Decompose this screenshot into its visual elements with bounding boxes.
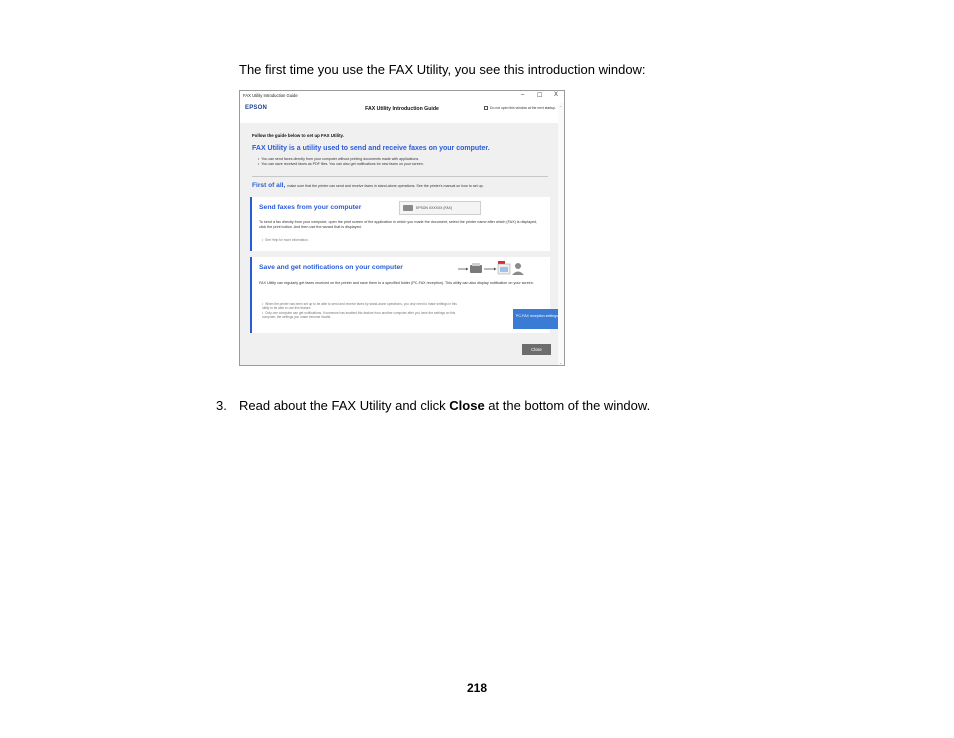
save-notify-title: Save and get notifications on your computer — [259, 264, 403, 271]
step-number: 3. — [216, 398, 227, 413]
optout-checkbox[interactable] — [484, 106, 488, 110]
close-icon[interactable]: X — [554, 92, 559, 98]
printer-name: EPSON XXXXXX (FAX) — [416, 206, 452, 210]
scrollbar[interactable] — [558, 103, 564, 366]
step-3 — [216, 398, 650, 413]
first-of-all-note — [252, 182, 484, 189]
save-notify-text: FAX Utility can regularly get faxes received on the printer and save them to a specified folder (PC-FAX reception). This utility can also display notification on your screen. — [259, 281, 534, 285]
send-faxes-title: Send faxes from your computer — [259, 204, 362, 211]
guide-content — [240, 123, 558, 366]
feature-bullets — [258, 157, 424, 167]
epson-logo: EPSON — [245, 105, 268, 111]
save-notify-card — [250, 257, 559, 333]
window-titlebar — [240, 91, 564, 103]
printer-icon — [403, 205, 413, 211]
divider — [252, 176, 548, 177]
maximize-icon[interactable]: ☐ — [537, 93, 543, 99]
first-of-all-label: First of all, — [252, 182, 286, 189]
step-text-after: at the bottom of the window. — [484, 398, 651, 413]
main-heading: FAX Utility is a utility used to send and receive faxes on your computer. — [252, 145, 490, 152]
page-number: 218 — [466, 681, 488, 695]
list-item: • You can send faxes directly from your computer without printing documents made with applications. — [258, 157, 424, 162]
header-title: FAX Utility Introduction Guide — [365, 106, 439, 112]
send-faxes-text: To send a fax directly from your computer, open the print screen of the application in which you made the document, select the printer name after which (FAX) is displayed, click the print button. And then use the wizard that is displayed. — [259, 220, 538, 229]
first-of-all-text: make sure that the printer can send and receive faxes in stand-alone operations. See the printer's manual on how to set up. — [287, 184, 484, 188]
step-text-bold: Close — [449, 398, 485, 413]
help-link[interactable]: • See Help for more information. — [262, 238, 309, 242]
save-notify-notes — [262, 302, 462, 320]
list-item: • When the printer has been set up to be able to send and receive faxes by stand-alone operations, you only need to make settings in this utility to be able to use this feature. — [262, 302, 462, 311]
close-button[interactable]: Close — [522, 344, 551, 355]
minimize-icon[interactable]: – — [521, 92, 525, 98]
fax-utility-window-screenshot — [239, 90, 565, 366]
follow-guide-text: Follow the guide below to set up FAX Utility. — [252, 133, 344, 138]
window-title: FAX Utility Introduction Guide — [243, 93, 298, 98]
list-item: • You can save received faxes as PDF files. You can also get notifications for new faxes on your screen. — [258, 162, 424, 167]
send-faxes-card — [250, 197, 550, 251]
step-text-before: Read about the FAX Utility and click — [239, 398, 450, 413]
optout-label: Do not open this window at the next startup. — [490, 106, 556, 110]
scroll-up-icon[interactable]: ⌃ — [559, 105, 563, 110]
scroll-down-icon[interactable]: ⌄ — [559, 360, 563, 365]
pc-fax-reception-settings-button[interactable]: PC-FAX reception settings — [513, 309, 561, 329]
printer-chip — [399, 201, 481, 215]
intro-paragraph: The first time you use the FAX Utility, you see this introduction window: — [239, 62, 646, 77]
fax-flow-icon — [456, 259, 526, 277]
list-item: • Only one computer can get notifications. If someone has enabled this feature from another computer after you have the settings on this computer, the settings you made become invalid. — [262, 311, 462, 320]
optout-checkbox-row[interactable] — [484, 106, 556, 110]
